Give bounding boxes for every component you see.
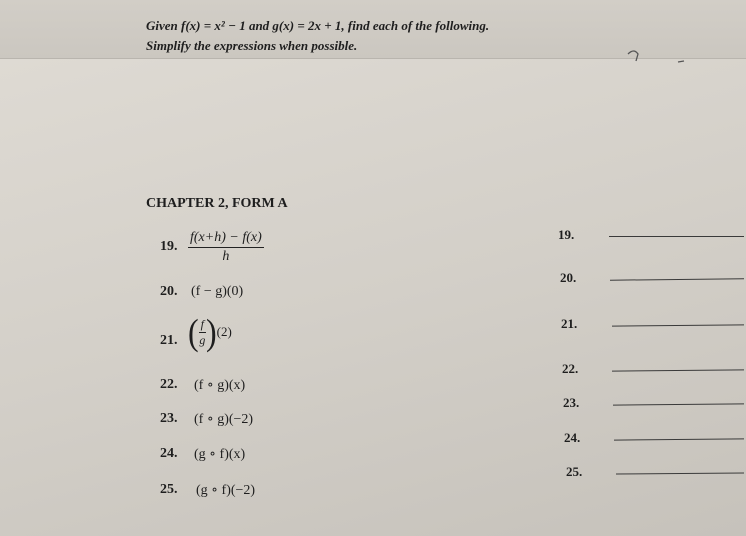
question-25-expression: (g ∘ f)(−2) [196, 483, 256, 498]
question-19-expression [188, 230, 264, 265]
question-23-number: 23. [160, 411, 178, 426]
question-19-number: 19. [160, 239, 178, 254]
chapter-title: CHAPTER 2, FORM A [146, 196, 288, 211]
question-20-number: 20. [160, 284, 178, 299]
worksheet-page [0, 59, 746, 536]
answer-19-label: 19. [558, 227, 575, 242]
answer-23-label: 23. [563, 395, 580, 410]
question-20-expression: (f − g)(0) [191, 284, 244, 299]
question-21-denominator: g [199, 332, 206, 347]
answer-21-label: 21. [561, 316, 578, 331]
instructions-line-2: Simplify the expressions when possible. [146, 38, 358, 53]
answer-24-label: 24. [564, 430, 581, 445]
left-paren: ( [188, 311, 199, 353]
question-21-number: 21. [160, 333, 178, 348]
question-21-expression [188, 311, 232, 353]
instructions-line-1: Given f(x) = x² − 1 and g(x) = 2x + 1, find each of the following. [146, 18, 490, 33]
question-19-denominator: h [222, 249, 230, 264]
answer-19-line [609, 236, 744, 237]
question-21-argument: (2) [216, 324, 232, 339]
question-21-numerator: f [200, 316, 204, 331]
question-24-number: 24. [160, 446, 178, 461]
right-paren: ) [206, 311, 217, 353]
answer-22-label: 22. [562, 361, 579, 376]
question-23-expression: (f ∘ g)(−2) [194, 412, 254, 427]
answer-25-label: 25. [566, 464, 583, 479]
pencil-mark [626, 48, 686, 68]
answer-20-label: 20. [560, 270, 577, 285]
question-22-expression: (f ∘ g)(x) [194, 378, 246, 393]
question-24-expression: (g ∘ f)(x) [194, 447, 246, 462]
question-22-number: 22. [160, 377, 178, 392]
question-25-number: 25. [160, 482, 178, 497]
question-19-numerator: f(x+h) − f(x) [188, 230, 264, 248]
